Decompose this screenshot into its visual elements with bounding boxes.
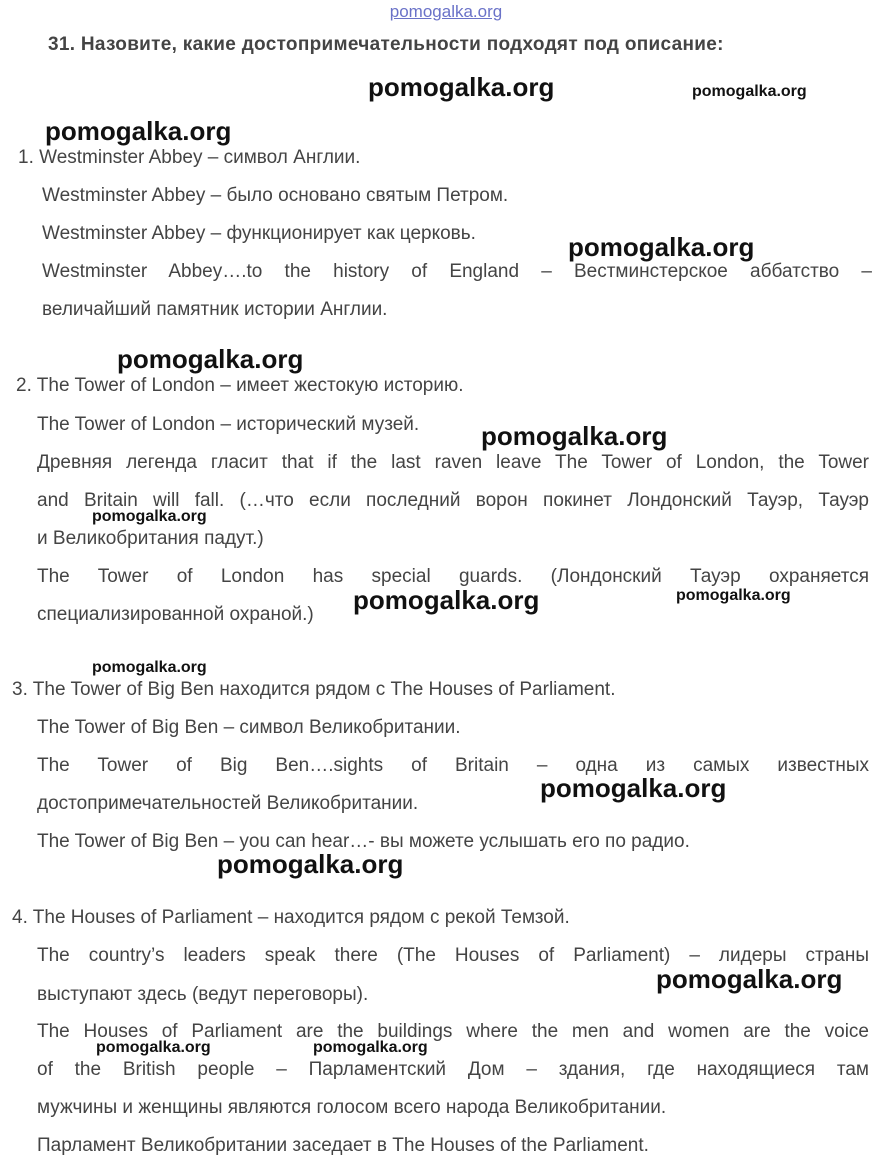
watermark: pomogalka.org bbox=[353, 585, 540, 615]
item-4-line-2: The country’s leaders speak there (The Houses of Parliament) – лидеры страны bbox=[37, 945, 869, 966]
item-2-line-4: and Britain will fall. (…что если последний ворон покинет Лондонский Тауэр, Тауэр bbox=[37, 490, 869, 511]
item-2-line-7: специализированной охраной.) bbox=[37, 604, 314, 625]
item-3-line-4: достопримечательностей Великобритании. bbox=[37, 793, 419, 814]
item-2-line-2: The Tower of London – исторический музей. bbox=[37, 414, 420, 435]
watermark: pomogalka.org bbox=[92, 508, 207, 525]
item-2-line-6: The Tower of London has special guards. (Лондонский Тауэр охраняется bbox=[37, 566, 869, 587]
item-1-line-2: Westminster Abbey – было основано святым Петром. bbox=[42, 185, 509, 206]
watermark: pomogalka.org bbox=[540, 773, 727, 803]
item-4-line-5: of the British people – Парламентский Дом – здания, где находящиеся там bbox=[37, 1059, 869, 1080]
site-header-link[interactable]: pomogalka.org bbox=[389, 2, 503, 21]
item-3-line-5: The Tower of Big Ben – you can hear…- вы можете услышать его по радио. bbox=[37, 831, 690, 852]
watermark: pomogalka.org bbox=[676, 587, 791, 604]
watermark: pomogalka.org bbox=[217, 849, 404, 879]
item-3-line-1: 3. The Tower of Big Ben находится рядом с The Houses of Parliament. bbox=[12, 679, 616, 700]
item-1-line-3: Westminster Abbey – функционирует как церковь. bbox=[42, 223, 476, 244]
watermark: pomogalka.org bbox=[92, 659, 207, 676]
item-4-line-7: Парламент Великобритании заседает в The Houses of the Parliament. bbox=[37, 1135, 649, 1156]
item-4-line-6: мужчины и женщины являются голосом всего народа Великобритании. bbox=[37, 1097, 667, 1118]
item-1-line-1: 1. Westminster Abbey – символ Англии. bbox=[18, 147, 361, 168]
watermark: pomogalka.org bbox=[692, 83, 807, 100]
exercise-title: 31. Назовите, какие достопримечательности подходят под описание: bbox=[48, 34, 724, 55]
item-2-line-3: Древняя легенда гласит that if the last raven leave The Tower of London, the Tower bbox=[37, 452, 869, 473]
item-3-line-2: The Tower of Big Ben – символ Великобритании. bbox=[37, 717, 461, 738]
watermark: pomogalka.org bbox=[313, 1039, 428, 1056]
item-2-line-1: 2. The Tower of London – имеет жестокую историю. bbox=[16, 375, 464, 396]
watermark: pomogalka.org bbox=[368, 72, 555, 102]
item-4-line-1: 4. The Houses of Parliament – находится рядом с рекой Темзой. bbox=[12, 907, 570, 928]
item-1-line-5: величайший памятник истории Англии. bbox=[42, 299, 388, 320]
item-4-line-3: выступают здесь (ведут переговоры). bbox=[37, 984, 369, 1005]
item-3-line-3: The Tower of Big Ben….sights of Britain – одна из самых известных bbox=[37, 755, 869, 776]
watermark: pomogalka.org bbox=[96, 1039, 211, 1056]
item-2-line-5: и Великобритания падут.) bbox=[37, 528, 264, 549]
item-4-line-4: The Houses of Parliament are the buildings where the men and women are the voice bbox=[37, 1021, 869, 1042]
watermark: pomogalka.org bbox=[568, 232, 755, 262]
watermark: pomogalka.org bbox=[656, 964, 843, 994]
watermark: pomogalka.org bbox=[45, 116, 232, 146]
watermark: pomogalka.org bbox=[481, 421, 668, 451]
watermark: pomogalka.org bbox=[117, 344, 304, 374]
item-1-line-4: Westminster Abbey….to the history of England – Вестминстерское аббатство – bbox=[42, 261, 872, 282]
